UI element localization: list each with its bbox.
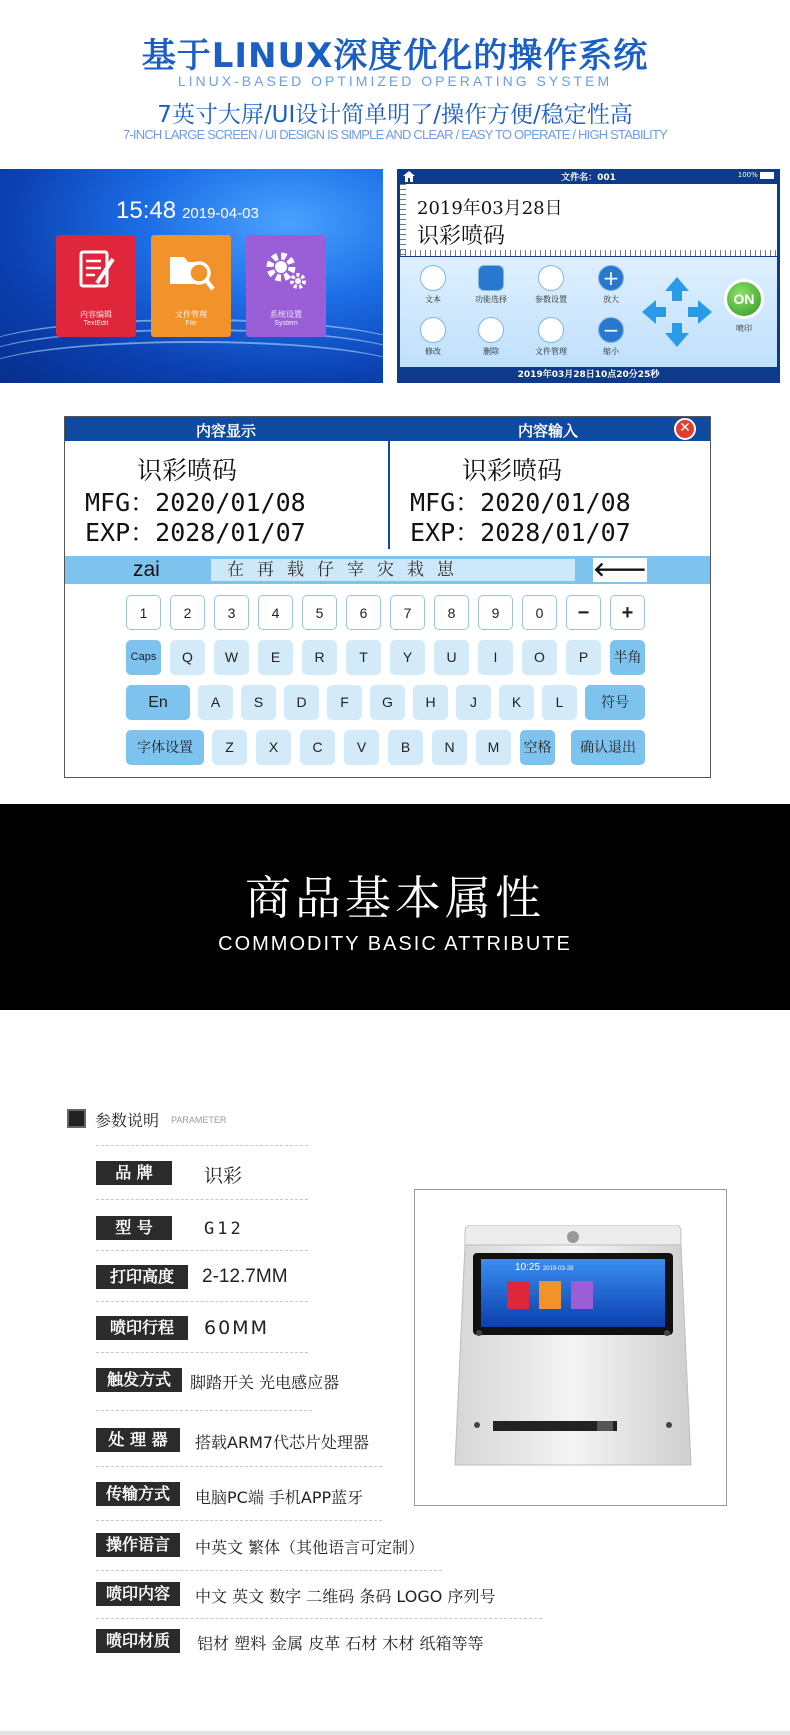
backspace-button[interactable]: 🡐 [593, 557, 647, 581]
space-key[interactable]: 空格 [520, 730, 555, 765]
canvas-line-brand: 识彩喷码 [417, 224, 506, 249]
grid-icon [478, 265, 504, 291]
header-title: 基于LINUX深度优化的操作系统 [141, 36, 649, 76]
key[interactable]: L [542, 685, 577, 720]
param-value: 铝材 塑料 金属 皮革 石材 木材 纸箱等等 [197, 1634, 484, 1653]
caps-key[interactable]: Caps [126, 640, 161, 675]
battery-icon [760, 172, 774, 179]
square-bullet-icon [67, 1109, 86, 1128]
photo-screen-clock [515, 1262, 574, 1273]
folder-search-icon [166, 247, 216, 293]
key[interactable]: D [284, 685, 319, 720]
key[interactable]: F [327, 685, 362, 720]
key[interactable]: O [522, 640, 557, 675]
decor-wave [0, 341, 383, 383]
header-subtitle-en: 7-INCH LARGE SCREEN / UI DESIGN IS SIMPLE AND CLEAR / EASY TO OPERATE / HIGH STABILITY [122, 127, 668, 142]
photo-date: 2019-03-28 [542, 1266, 574, 1272]
param-value: 电脑PC端 手机APP蓝牙 [195, 1488, 364, 1507]
key[interactable]: V [344, 730, 379, 765]
tool-label: 参数设置 [535, 295, 567, 304]
display-line-3: EXP：2028/01/07 [85, 518, 306, 547]
divider [96, 1410, 312, 1411]
param-label: 喷印材质 [96, 1629, 180, 1653]
param-value: 脚踏开关 光电感应器 [190, 1373, 340, 1392]
home-screen [0, 169, 383, 383]
tool-label: 文件管理 [535, 347, 567, 356]
font-settings-key[interactable]: 字体设置 [126, 730, 204, 765]
key[interactable]: W [214, 640, 249, 675]
param-label: 打印高度 [96, 1265, 188, 1289]
key[interactable]: Z [212, 730, 247, 765]
param-value: 中英文 繁体（其他语言可定制） [195, 1538, 425, 1557]
edit-document-icon [73, 247, 119, 293]
key[interactable]: X [256, 730, 291, 765]
tile-label-en: TextEdit [83, 320, 109, 327]
horizontal-ruler [400, 250, 777, 256]
params-title: 参数说明 [95, 1111, 160, 1130]
tile-file[interactable] [151, 235, 231, 337]
content-display-pane [65, 441, 387, 549]
key[interactable]: 8 [434, 595, 469, 630]
key[interactable]: 4 [258, 595, 293, 630]
tool-label: 删除 [483, 347, 499, 356]
param-value: 2-12.7MM [202, 1266, 288, 1287]
tile-label: 内容编辑 [80, 310, 112, 319]
candidate-bar [65, 556, 710, 584]
en-key[interactable]: En [126, 685, 190, 720]
half-width-key[interactable]: 半角 [610, 640, 645, 675]
confirm-exit-key[interactable]: 确认退出 [571, 730, 645, 765]
param-label: 传输方式 [96, 1482, 180, 1506]
editor-topbar [397, 169, 780, 184]
text-edit-icon [420, 265, 446, 291]
tool-label: 修改 [425, 347, 441, 356]
param-value: 搭载ARM7代芯片处理器 [195, 1433, 370, 1452]
display-line-1: 识彩喷码 [137, 456, 238, 485]
candidate-chars[interactable]: 在再载仔宰灾栽崽 [211, 559, 575, 581]
canvas-line-date: 2019年03月28日 [417, 198, 563, 219]
key[interactable]: N [432, 730, 467, 765]
param-value: G12 [204, 1219, 244, 1239]
tool-file-manage[interactable] [524, 317, 578, 357]
file-manage-icon [538, 317, 564, 343]
print-on-button[interactable] [724, 279, 764, 319]
tool-label: 缩小 [603, 347, 619, 356]
editor-canvas[interactable] [400, 184, 777, 256]
gear-icon [261, 247, 311, 293]
print-label: 喷印 [736, 324, 752, 333]
tile-label-en: File [185, 320, 197, 327]
key[interactable]: M [476, 730, 511, 765]
attribute-banner [0, 804, 790, 1010]
key[interactable]: B [388, 730, 423, 765]
home-date: 2019-04-03 [182, 205, 259, 222]
header-subtitle: 7英寸大屏/UI设计简单明了/操作方便/稳定性高 [157, 102, 633, 128]
key[interactable]: Y [390, 640, 425, 675]
input-line-2: MFG：2020/01/08 [410, 488, 631, 517]
key[interactable]: 1 [126, 595, 161, 630]
bottom-rule [0, 1731, 790, 1735]
key[interactable]: R [302, 640, 337, 675]
trash-icon [478, 317, 504, 343]
tool-function[interactable] [464, 265, 518, 305]
home-time: 15:48 [116, 197, 177, 224]
file-name: 文件名：001 [561, 173, 616, 183]
divider [96, 1520, 382, 1521]
editor-toolbar [400, 257, 777, 367]
divider [96, 1570, 442, 1571]
tile-label-en: System [274, 320, 298, 327]
symbol-key[interactable]: 符号 [585, 685, 645, 720]
battery-level: 100% [737, 171, 758, 179]
content-input-pane[interactable] [388, 441, 710, 549]
key[interactable]: J [456, 685, 491, 720]
banner-title: 商品基本属性 [245, 871, 545, 925]
key[interactable]: Q [170, 640, 205, 675]
pinyin-text: zai [133, 558, 160, 581]
param-label: 处 理 器 [96, 1428, 180, 1452]
key[interactable]: C [300, 730, 335, 765]
key[interactable]: H [413, 685, 448, 720]
divider [96, 1250, 308, 1251]
key[interactable]: E [258, 640, 293, 675]
key[interactable]: I [478, 640, 513, 675]
tile-label: 系统设置 [270, 310, 302, 319]
divider [96, 1145, 308, 1146]
key[interactable]: S [241, 685, 276, 720]
tile-system[interactable] [246, 235, 326, 337]
photo-time: 10:25 [515, 1262, 541, 1273]
direction-pad-icon[interactable] [642, 277, 712, 347]
key[interactable]: 5 [302, 595, 337, 630]
param-value: 中文 英文 数字 二维码 条码 LOGO 序列号 [195, 1587, 496, 1606]
home-clock [116, 197, 259, 225]
key[interactable]: T [346, 640, 381, 675]
key[interactable]: A [198, 685, 233, 720]
tool-label: 功能选择 [475, 295, 507, 304]
tool-zoom-out[interactable] [584, 317, 638, 357]
header-title-en: LINUX-BASED OPTIMIZED OPERATING SYSTEM [177, 73, 613, 89]
divider [96, 1352, 308, 1353]
input-line-1: 识彩喷码 [462, 456, 563, 485]
content-input-title: 内容输入 [517, 422, 578, 440]
param-label: 喷印内容 [96, 1582, 180, 1606]
zoom-out-icon: − [598, 317, 624, 343]
key[interactable]: 2 [170, 595, 205, 630]
divider [96, 1618, 542, 1619]
keyboard-header [65, 417, 710, 441]
tool-text[interactable] [406, 265, 460, 305]
tool-params[interactable] [524, 265, 578, 305]
keyboard-screen [64, 416, 711, 778]
tool-label: 文本 [425, 295, 441, 304]
tool-modify[interactable] [406, 317, 460, 357]
param-value: 60MM [204, 1317, 269, 1339]
key[interactable]: 3 [214, 595, 249, 630]
key[interactable]: 0 [522, 595, 557, 630]
param-label: 触发方式 [96, 1368, 182, 1392]
input-line-3: EXP：2028/01/07 [410, 518, 631, 547]
on-label: ON [733, 291, 755, 307]
settings-icon [538, 265, 564, 291]
param-label: 喷印行程 [96, 1316, 188, 1340]
key[interactable]: 9 [478, 595, 513, 630]
tile-text-edit[interactable] [56, 235, 136, 337]
zoom-in-icon: + [598, 265, 624, 291]
battery-indicator [738, 171, 774, 179]
key[interactable]: 6 [346, 595, 381, 630]
tool-delete[interactable] [464, 317, 518, 357]
editor-status-time: 2019年03月28日10点20分25秒 [517, 370, 660, 380]
product-photo [414, 1189, 727, 1506]
editor-screen [397, 169, 780, 383]
param-label: 型 号 [96, 1216, 172, 1240]
divider [96, 1466, 382, 1467]
display-line-2: MFG：2020/01/08 [85, 488, 306, 517]
divider [96, 1301, 308, 1302]
minus-key[interactable]: − [566, 595, 601, 630]
content-display-title: 内容显示 [195, 422, 256, 440]
divider [96, 1199, 308, 1200]
param-label: 品 牌 [96, 1161, 172, 1185]
tile-label: 文件管理 [175, 310, 207, 319]
tool-label: 放大 [603, 295, 619, 304]
tool-zoom-in[interactable] [584, 265, 638, 305]
key[interactable]: K [499, 685, 534, 720]
param-value: 识彩 [204, 1165, 243, 1187]
database-edit-icon [420, 317, 446, 343]
key[interactable]: U [434, 640, 469, 675]
key[interactable]: 7 [390, 595, 425, 630]
key[interactable]: P [566, 640, 601, 675]
param-label: 操作语言 [96, 1533, 180, 1557]
key[interactable]: G [370, 685, 405, 720]
plus-key[interactable]: + [610, 595, 645, 630]
banner-subtitle: COMMODITY BASIC ATTRIBUTE [218, 933, 572, 955]
params-title-en: PARAMETER [171, 1115, 227, 1125]
close-icon[interactable]: ✕ [674, 418, 696, 440]
vertical-ruler [400, 184, 406, 256]
